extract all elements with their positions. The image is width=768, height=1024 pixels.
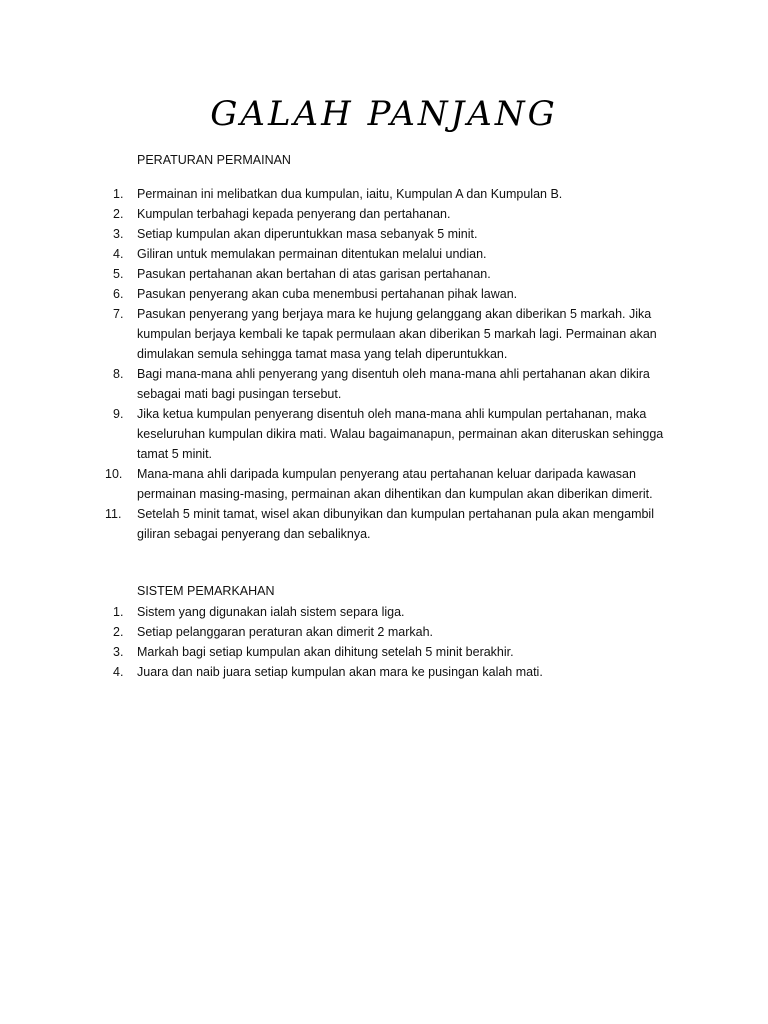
item-number: 10. xyxy=(105,467,123,481)
item-text: Bagi mana-mana ahli penyerang yang disentuh oleh mana-mana ahli pertahanan akan dikira sebagai mati bagi pusingan tersebut. xyxy=(137,367,650,401)
list-item xyxy=(105,284,685,304)
item-number: 5. xyxy=(113,267,124,281)
list-item xyxy=(105,504,685,544)
list-item xyxy=(105,184,685,204)
item-number: 1. xyxy=(113,187,124,201)
item-text: Mana-mana ahli daripada kumpulan penyerang atau pertahanan keluar daripada kawasan permainan masing-masing, permainan akan dihentikan dan kumpulan akan diberikan dimerit. xyxy=(137,467,653,501)
item-text: Setiap pelanggaran peraturan akan dimerit 2 markah. xyxy=(137,625,434,639)
item-text: Sistem yang digunakan ialah sistem separa liga. xyxy=(137,605,405,619)
list-item xyxy=(105,364,685,404)
item-text: Kumpulan terbahagi kepada penyerang dan pertahanan. xyxy=(137,207,451,221)
item-text: Setiap kumpulan akan diperuntukkan masa sebanyak 5 minit. xyxy=(137,227,478,241)
item-number: 11. xyxy=(105,507,122,521)
scoring-heading: SISTEM PEMARKAHAN xyxy=(137,584,275,598)
list-item xyxy=(105,244,685,264)
document-title: GALAH PANJANG xyxy=(210,94,558,134)
item-number: 6. xyxy=(113,287,124,301)
item-text: Markah bagi setiap kumpulan akan dihitung setelah 5 minit berakhir. xyxy=(137,645,514,659)
item-text: Setelah 5 minit tamat, wisel akan dibunyikan dan kumpulan pertahanan pula akan mengambil giliran sebagai penyerang dan sebaliknya. xyxy=(137,507,654,541)
item-number: 9. xyxy=(113,407,124,421)
list-item xyxy=(105,642,685,662)
item-text: Pasukan pertahanan akan bertahan di atas garisan pertahanan. xyxy=(137,267,491,281)
list-item xyxy=(105,602,685,622)
rules-heading: PERATURAN PERMAINAN xyxy=(137,153,291,167)
item-number: 2. xyxy=(113,625,124,639)
item-number: 8. xyxy=(113,367,124,381)
list-item xyxy=(105,464,685,504)
rules-list xyxy=(105,184,685,544)
item-text: Pasukan penyerang akan cuba menembusi pertahanan pihak lawan. xyxy=(137,287,518,301)
list-item xyxy=(105,622,685,642)
item-text: Juara dan naib juara setiap kumpulan akan mara ke pusingan kalah mati. xyxy=(137,665,543,679)
item-number: 3. xyxy=(113,227,124,241)
item-text: Jika ketua kumpulan penyerang disentuh oleh mana-mana ahli kumpulan pertahanan, maka keseluruhan kumpulan dikira mati. Walau bagaimanapun, permainan akan diteruskan sehingga tamat 5 minit. xyxy=(137,407,664,461)
list-item xyxy=(105,404,685,464)
list-item xyxy=(105,204,685,224)
item-text: Pasukan penyerang yang berjaya mara ke hujung gelanggang akan diberikan 5 markah. Jika kumpulan berjaya kembali ke tapak permulaan akan diberikan 5 markah lagi. Permainan akan dimulakan semula sehingga tamat masa yang telah diperuntukkan. xyxy=(137,307,657,361)
item-number: 4. xyxy=(113,247,124,261)
item-text: Giliran untuk memulakan permainan ditentukan melalui undian. xyxy=(137,247,487,261)
list-item xyxy=(105,662,685,682)
item-number: 3. xyxy=(113,645,124,659)
list-item xyxy=(105,264,685,284)
list-item xyxy=(105,304,685,364)
item-number: 4. xyxy=(113,665,124,679)
scoring-list xyxy=(105,602,685,682)
item-text: Permainan ini melibatkan dua kumpulan, iaitu, Kumpulan A dan Kumpulan B. xyxy=(137,187,563,201)
item-number: 1. xyxy=(113,605,124,619)
list-item xyxy=(105,224,685,244)
item-number: 2. xyxy=(113,207,124,221)
item-number: 7. xyxy=(113,307,124,321)
